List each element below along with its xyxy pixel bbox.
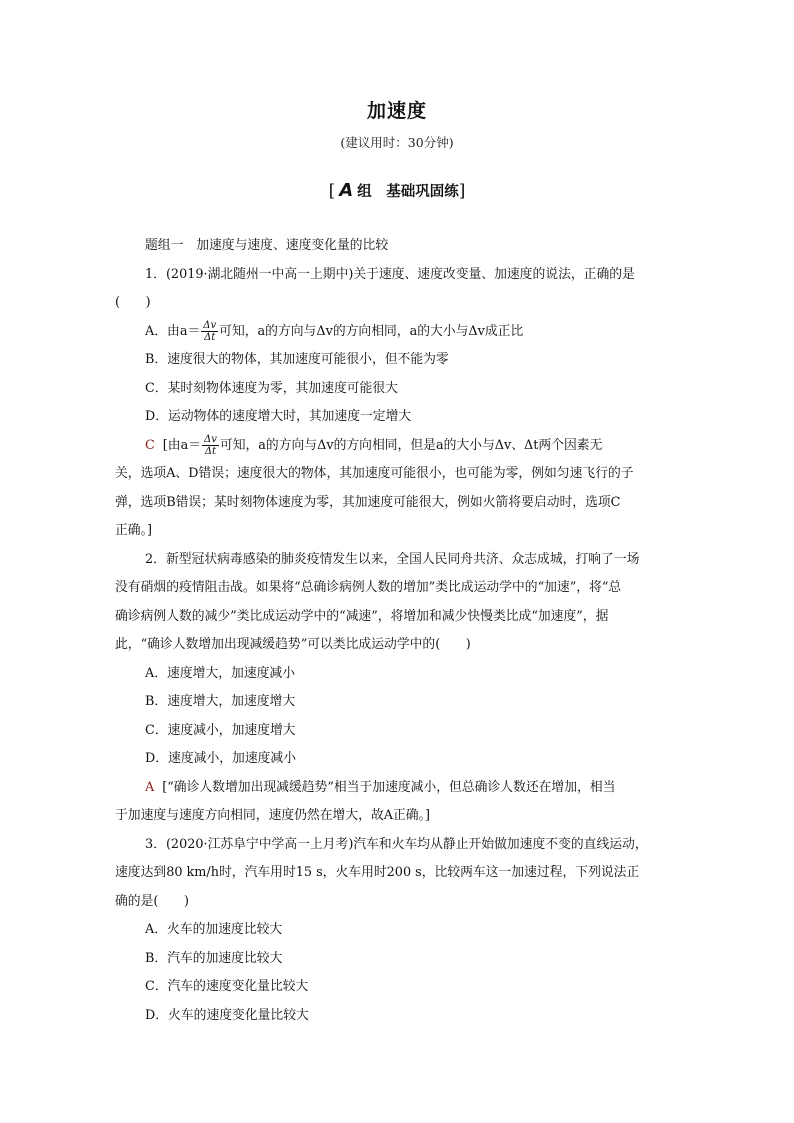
q1-answer-line3: 弹，选项B错误；某时刻物体速度为零，其加速度可能很大，例如火箭将要启动时，选项C <box>115 494 621 510</box>
q1-option-a <box>115 318 680 347</box>
q3-option-a: A．火车的加速度比较大 <box>145 922 283 937</box>
q1-answer-line4: 正确。] <box>115 523 152 538</box>
q1-answer-line2: 关，选项A、D错误；速度很大的物体，其加速度可能很小，也可能为零，例如匀速飞行的子 <box>115 466 634 481</box>
q1-answer-line1 <box>115 432 680 461</box>
q2-answer-letter: A <box>145 779 155 795</box>
group-header-open-bracket: [ <box>328 181 336 201</box>
q3-stem-line1: 3．(2020·江苏阜宁中学高一上月考)汽车和火车均从静止开始做加速度不变的直线运动， <box>145 836 648 852</box>
q2-stem-line1: 2．新型冠状病毒感染的肺炎疫情发生以来，全国人民同舟共济、众志成城，打响了一场 <box>145 551 640 567</box>
suggested-time: (建议用时：30分钟) <box>340 135 454 150</box>
fraction-dv-dt <box>201 320 218 343</box>
fraction-denominator: Δt <box>204 445 217 457</box>
q3-option-d: D．火车的速度变化量比较大 <box>145 1007 309 1023</box>
group-header-close-bracket: ] <box>458 181 466 201</box>
q1-stem-line1: 1．(2019·湖北随州一中高一上期中)关于速度、速度改变量、加速度的说法，正确的是 <box>145 266 635 282</box>
q2-option-b: B．速度增大，加速度增大 <box>145 694 296 709</box>
q2-stem-line2: 没有硝烟的疫情阻击战。如果将“总确诊病例人数的增加”类比成运动学中的“加速”，将“总 <box>115 580 622 595</box>
q3-option-b: B．汽车的加速度比较大 <box>145 950 283 966</box>
q1-answer-pre: [由a＝ <box>162 437 202 453</box>
group-letter: A <box>339 180 354 201</box>
fraction-numerator: Δv <box>204 433 217 445</box>
group-header <box>0 180 794 201</box>
q2-stem-line4: 此，“确诊人数增加出现减缓趋势”可以类比成运动学中的( ) <box>115 637 471 652</box>
q2-option-a: A．速度增大，加速度减小 <box>145 665 296 681</box>
group-header-text: 组 基础巩固练 <box>357 183 459 200</box>
q1-option-c: C．某时刻物体速度为零，其加速度可能很大 <box>145 380 398 396</box>
question-1 <box>115 261 680 546</box>
q3-stem-line2: 速度达到80 km/h时，汽车用时15 s，火车用时200 s，比较两车这一加速过程，下列说法正 <box>115 865 640 880</box>
q2-option-c: C．速度减小，加速度增大 <box>145 722 296 738</box>
q3-option-c: C．汽车的速度变化量比较大 <box>145 979 309 994</box>
question-3 <box>115 831 680 1031</box>
q2-option-d: D．速度减小，加速度减小 <box>145 751 297 766</box>
q2-answer-text: [“确诊人数增加出现减缓趋势”相当于加速度减小，但总确诊人数还在增加，相当 <box>162 779 616 795</box>
question-2 <box>115 546 680 831</box>
q1-stem-line2: ( ) <box>115 295 151 310</box>
q1-option-d: D．运动物体的速度增大时，其加速度一定增大 <box>145 409 412 424</box>
q2-answer-line2: 于加速度与速度方向相同，速度仍然在增大，故A正确。] <box>115 808 430 823</box>
q1-answer-post: 可知，a的方向与Δv的方向相同，但是a的大小与Δv、Δt两个因素无 <box>219 437 603 453</box>
question-content <box>115 232 680 1030</box>
q1-answer-letter: C <box>145 437 155 453</box>
topic-heading: 题组一 加速度与速度、速度变化量的比较 <box>145 238 389 253</box>
q1-option-b: B．速度很大的物体，其加速度可能很小，但不能为零 <box>145 352 449 367</box>
q3-stem-line3: 确的是( ) <box>115 893 189 909</box>
q1-option-a-pre: A．由a＝ <box>145 323 201 339</box>
fraction-dv-dt <box>202 434 219 457</box>
page-title: 加速度 <box>366 100 427 122</box>
q1-option-a-post: 可知，a的方向与Δv的方向相同，a的大小与Δv成正比 <box>219 323 524 339</box>
q2-stem-line3: 确诊病例人数的减少”类比成运动学中的“减速”，将增加和减少快慢类比成“加速度”，据 <box>115 608 609 624</box>
q2-answer-line1 <box>115 774 680 803</box>
fraction-numerator: Δv <box>203 319 217 331</box>
fraction-denominator: Δt <box>204 331 216 343</box>
